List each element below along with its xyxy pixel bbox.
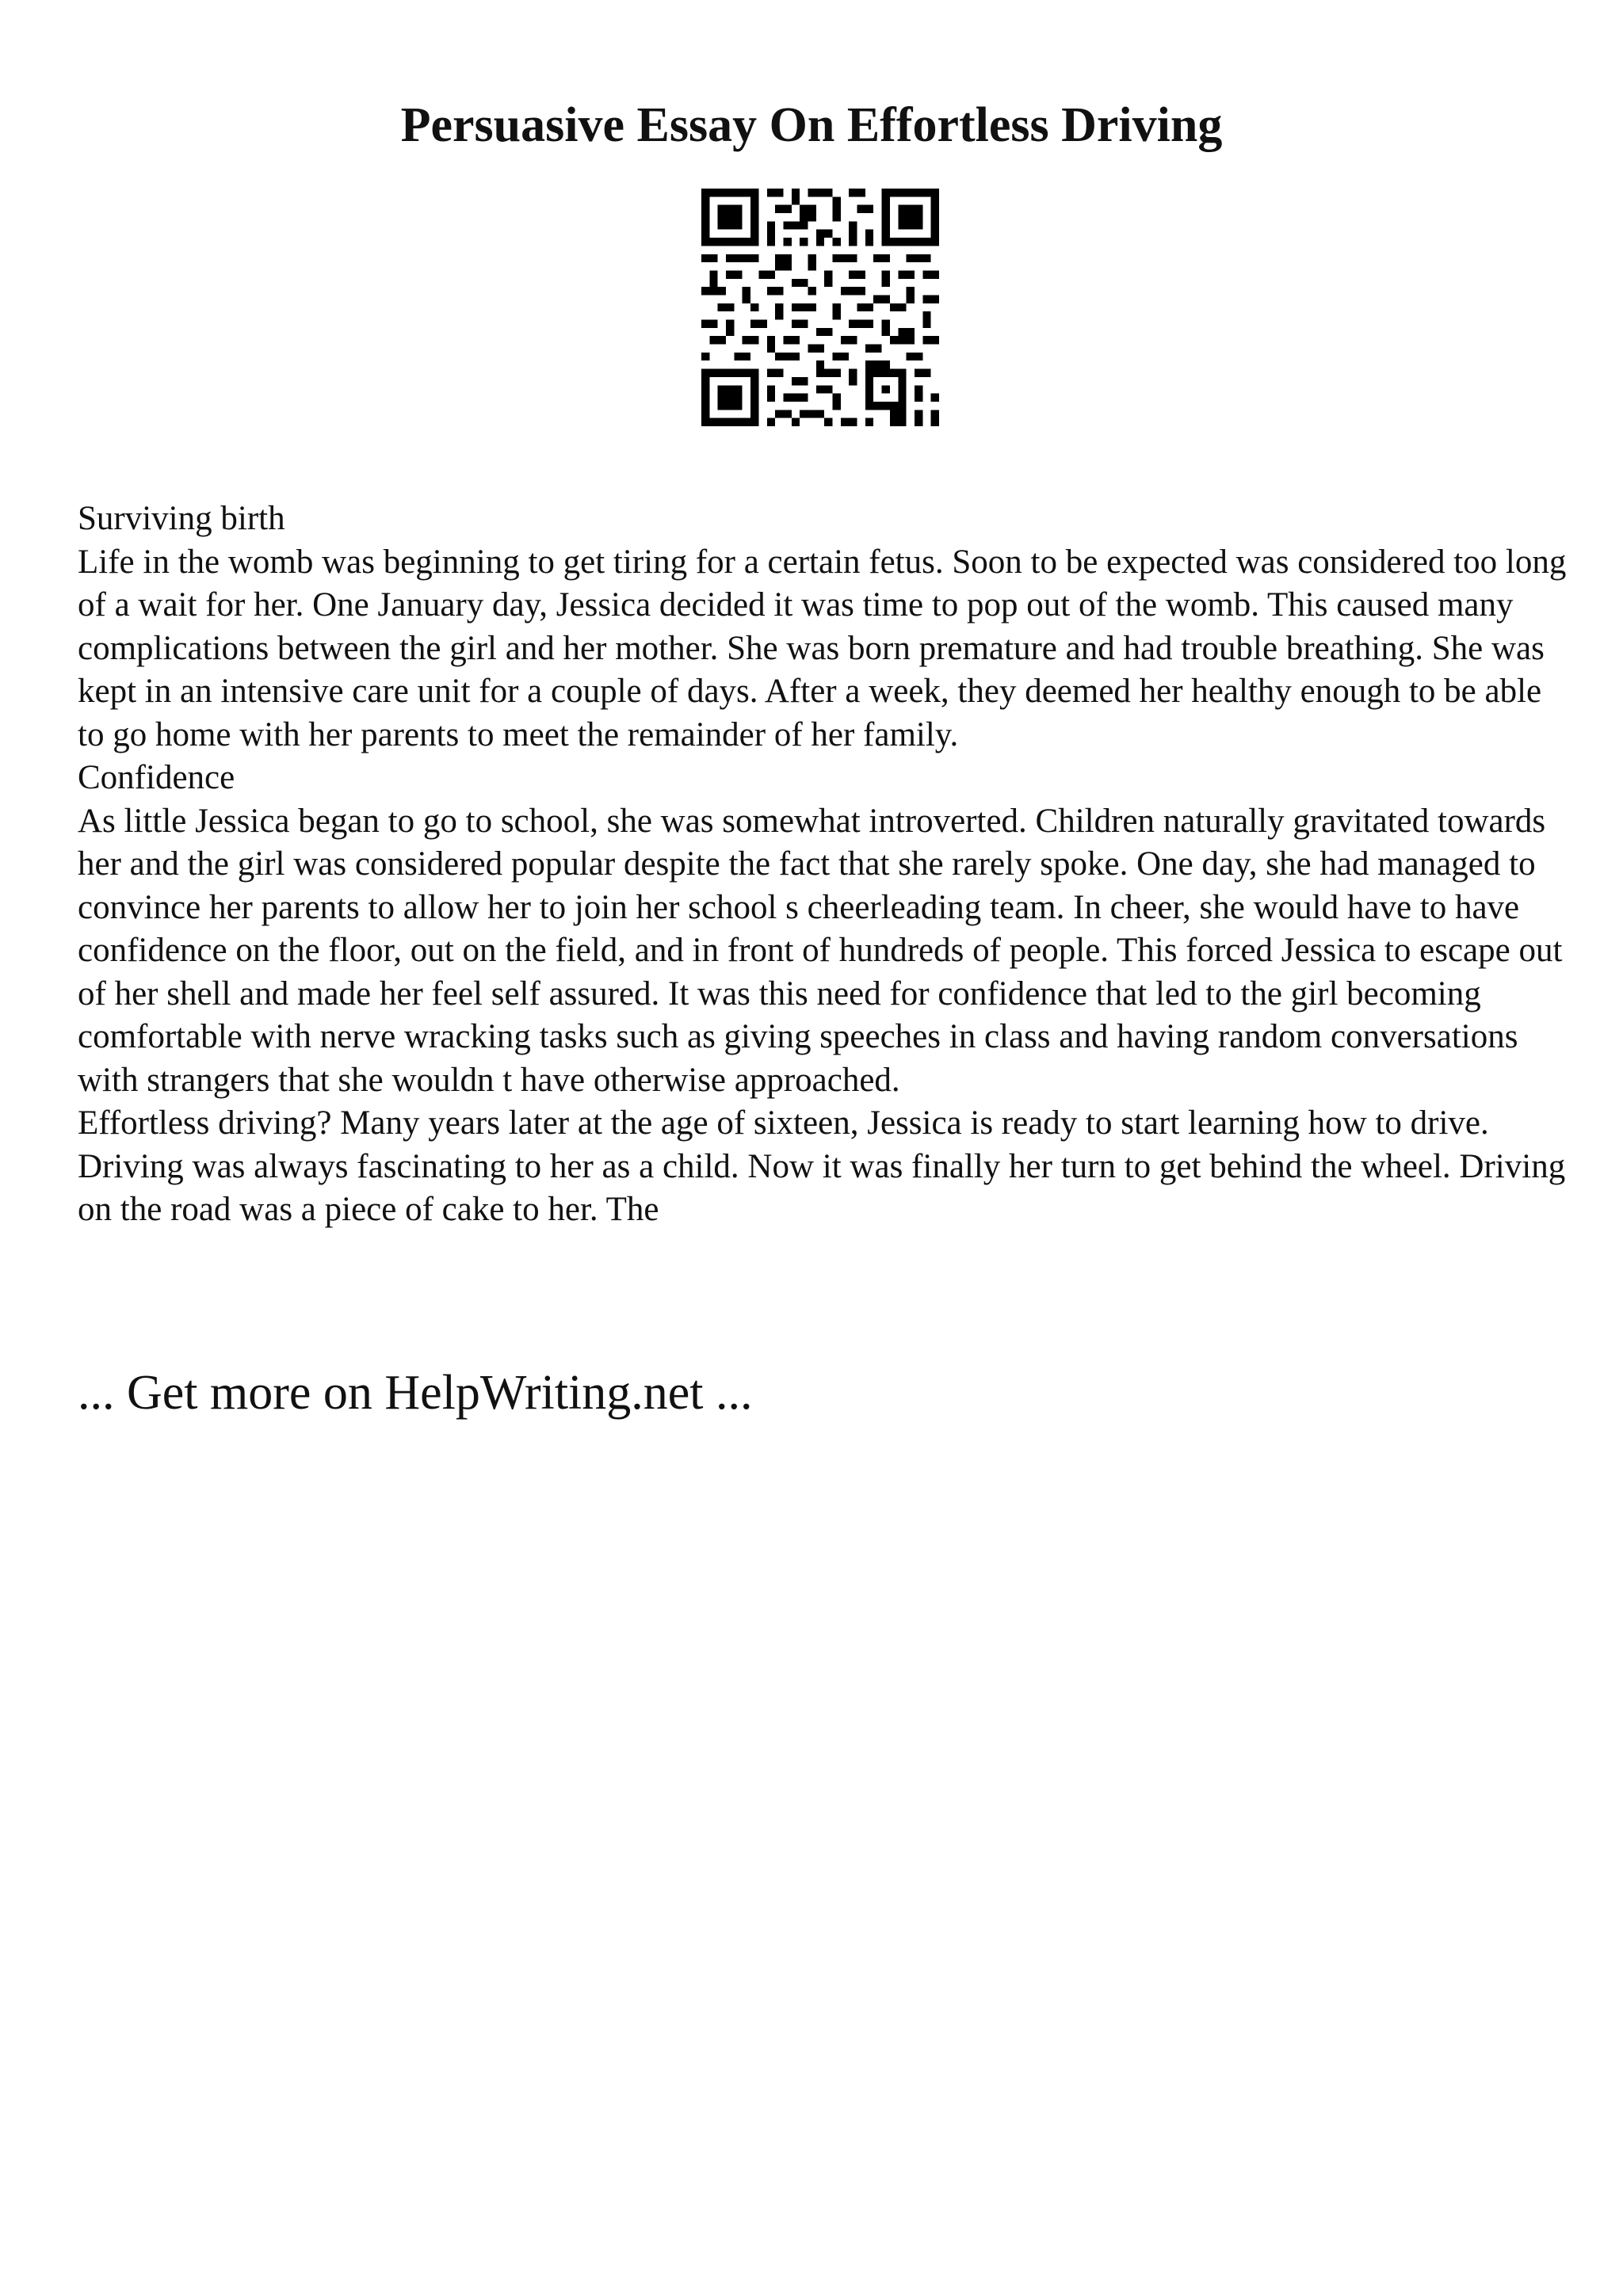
document-title: Persuasive Essay On Effortless Driving [400, 98, 1223, 152]
section-heading-confidence: Confidence [78, 759, 235, 796]
qr-code-icon [701, 189, 939, 426]
essay-body [78, 498, 1568, 1232]
paragraph-birth: Life in the womb was beginning to get tiring for a certain fetus. Soon to be expected was considered too long of a wait for her. One January day, Jessica decided it was time to pop out of the womb. This caused many complications between the girl and her mother. She was born premature and had trouble breathing. She was kept in an intensive care unit for a couple of days. After a week, they deemed her healthy enough to be able to go home with her parents to meet the remainder of her family. [78, 543, 1567, 753]
get-more-link[interactable]: ... Get more on HelpWriting.net ... [78, 1366, 753, 1420]
paragraph-confidence: As little Jessica began to go to school, she was somewhat introverted. Children naturally gravitated towards her and the girl was considered popular despite the fact that she rarely spoke. One day, she had managed to convince her parents to allow her to join her school s cheerleading team. In cheer, she would have to have confidence on the floor, out on the field, and in front of hundreds of people. This forced Jessica to escape out of her shell and made her feel self assured. It was this need for confidence that led to the girl becoming comfortable with nerve wracking tasks such as giving speeches in class and having random conversations with strangers that she wouldn t have otherwise approached. [78, 802, 1563, 1099]
section-heading-surviving-birth: Surviving birth [78, 500, 285, 537]
paragraph-effortless-driving: Effortless driving? Many years later at the age of sixteen, Jessica is ready to start learning how to drive. Driving was always fascinating to her as a child. Now it was finally her turn to get behind the wheel. Driving on the road was a piece of cake to her. The [78, 1104, 1566, 1228]
